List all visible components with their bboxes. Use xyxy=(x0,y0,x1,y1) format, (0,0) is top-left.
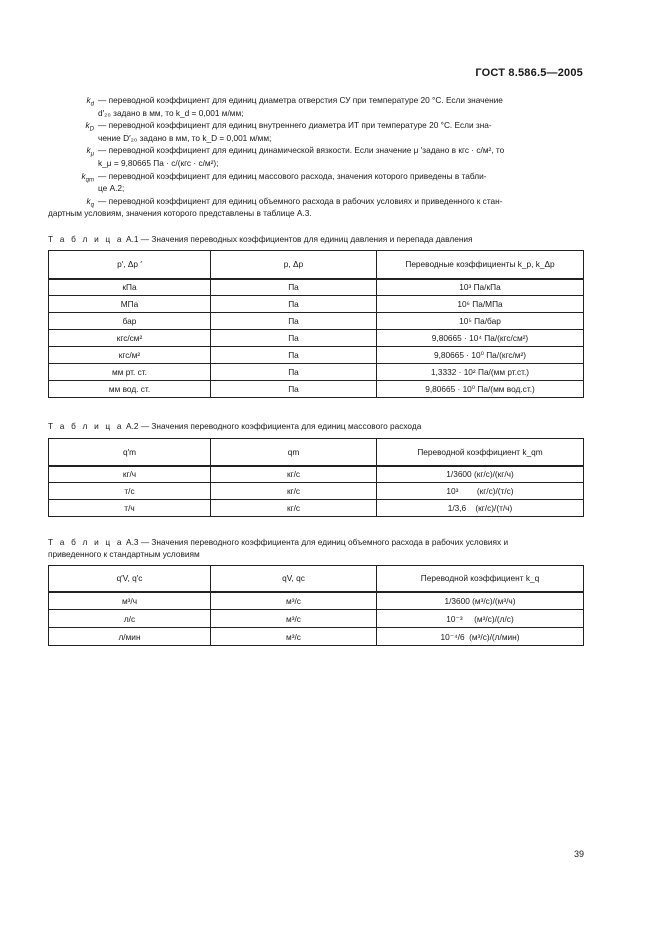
definition-kqm-line2: це А.2; xyxy=(98,183,125,194)
page-number: 39 xyxy=(573,849,584,859)
table-row: бар Па 10⁵ Па/бар xyxy=(49,313,584,330)
table-a2-header-1: q′m xyxy=(49,439,211,466)
table-a1-caption: Т а б л и ц а А.1 — Значения переводных коэффициентов для единиц давления и перепада давления xyxy=(48,234,473,244)
definition-kq-line2: дартным условиям, значения которого представлены в таблице А.3. xyxy=(48,208,312,219)
symbol-kq: $k_q$ xyxy=(86,195,94,209)
definition-kD xyxy=(48,119,583,144)
definition-kq xyxy=(48,195,583,208)
table-row: кгс/см² Па 9,80665 · 10⁴ Па/(кгс/см²) xyxy=(49,330,584,347)
definition-kmu-text: — переводной коэффициент для единиц динамической вязкости. Если значение μ ′задано в кгс · с/м², то xyxy=(98,145,505,156)
table-row: т/ч кг/с 1/3,6 (кг/с)/(т/ч) xyxy=(49,500,584,517)
symbol-kqm: $k_{qm}$ xyxy=(81,170,94,184)
table-a1-header-2: p, Δp xyxy=(211,251,377,279)
table-a3-header-2: qV, qc xyxy=(211,566,377,592)
definition-kmu-line2: k_μ = 9,80665 Па · с/(кгс · с/м²); xyxy=(98,157,219,168)
definition-kmu xyxy=(48,144,583,169)
definition-kd xyxy=(48,94,583,119)
table-a3-header-1: q′V, q′c xyxy=(49,566,211,592)
definition-kd-text: — переводной коэффициент для единиц диаметра отверстия СУ при температуре 20 °С. Если значение xyxy=(98,95,503,105)
table-a2 xyxy=(48,438,584,517)
definition-kD-text: — переводной коэффициент для единиц внутреннего диаметра ИТ при температуре 20 °С. Если зна- xyxy=(98,120,492,131)
definition-kqm xyxy=(48,170,583,195)
standard-code: ГОСТ 8.586.5—2005 xyxy=(475,67,583,79)
table-a1-header-3: Переводные коэффициенты k_p, k_Δp xyxy=(377,251,584,279)
table-row: м³/ч м³/с 1/3600 (м³/с)/(м³/ч) xyxy=(49,592,584,610)
table-a3 xyxy=(48,565,584,646)
table-a1-header-1: p′, Δp ′ xyxy=(49,251,211,279)
definition-kD-line2: чение D′₂₀ задано в мм, то k_D = 0,001 м/мм; xyxy=(98,132,272,143)
table-row: кПа Па 10³ Па/кПа xyxy=(49,279,584,296)
definitions-list xyxy=(48,94,583,220)
table-a2-header-3: Переводной коэффициент k_qm xyxy=(377,439,584,466)
table-row: л/мин м³/с 10⁻⁴/6 (м³/с)/(л/мин) xyxy=(49,628,584,646)
table-a3-caption: Т а б л и ц а А.3 — Значения переводного коэффициента для единиц объемного расхода в рабочих условиях и приведенного к стандартным условиям xyxy=(48,537,509,559)
symbol-kd: $k_d$ xyxy=(86,95,94,108)
table-a3-header-3: Переводной коэффициент k_q xyxy=(377,566,584,592)
table-a2-header-2: qm xyxy=(211,439,377,466)
table-row: кгс/м² Па 9,80665 · 10⁰ Па/(кгс/м²) xyxy=(49,347,584,364)
table-row: кг/ч кг/с 1/3600 (кг/с)/(кг/ч) xyxy=(49,466,584,483)
definition-kd-line2: d′₂₀ задано в мм, то k_d = 0,001 м/мм; xyxy=(98,107,244,118)
table-row: МПа Па 10⁶ Па/МПа xyxy=(49,296,584,313)
table-a2-caption: Т а б л и ц а А.2 — Значения переводного коэффициента для единиц массового расхода xyxy=(48,421,422,431)
table-row: мм вод. ст. Па 9,80665 · 10⁰ Па/(мм вод.ст.) xyxy=(49,381,584,398)
symbol-kmu: $k_\mu$ xyxy=(86,145,94,159)
table-row: т/с кг/с 10³ (кг/с)/(т/с) xyxy=(49,483,584,500)
symbol-kD: $k_D$ xyxy=(85,120,94,133)
table-row: л/с м³/с 10⁻³ (м³/с)/(л/с) xyxy=(49,610,584,628)
definition-kq-text: — переводной коэффициент для единиц объемного расхода в рабочих условиях и приведенного к стан- xyxy=(98,195,503,206)
table-a1 xyxy=(48,250,584,398)
table-row: мм рт. ст. Па 1,3332 · 10² Па/(мм рт.ст.) xyxy=(49,364,584,381)
definition-kqm-text: — переводной коэффициент для единиц массового расхода, значения которого приведены в табли- xyxy=(98,170,487,181)
